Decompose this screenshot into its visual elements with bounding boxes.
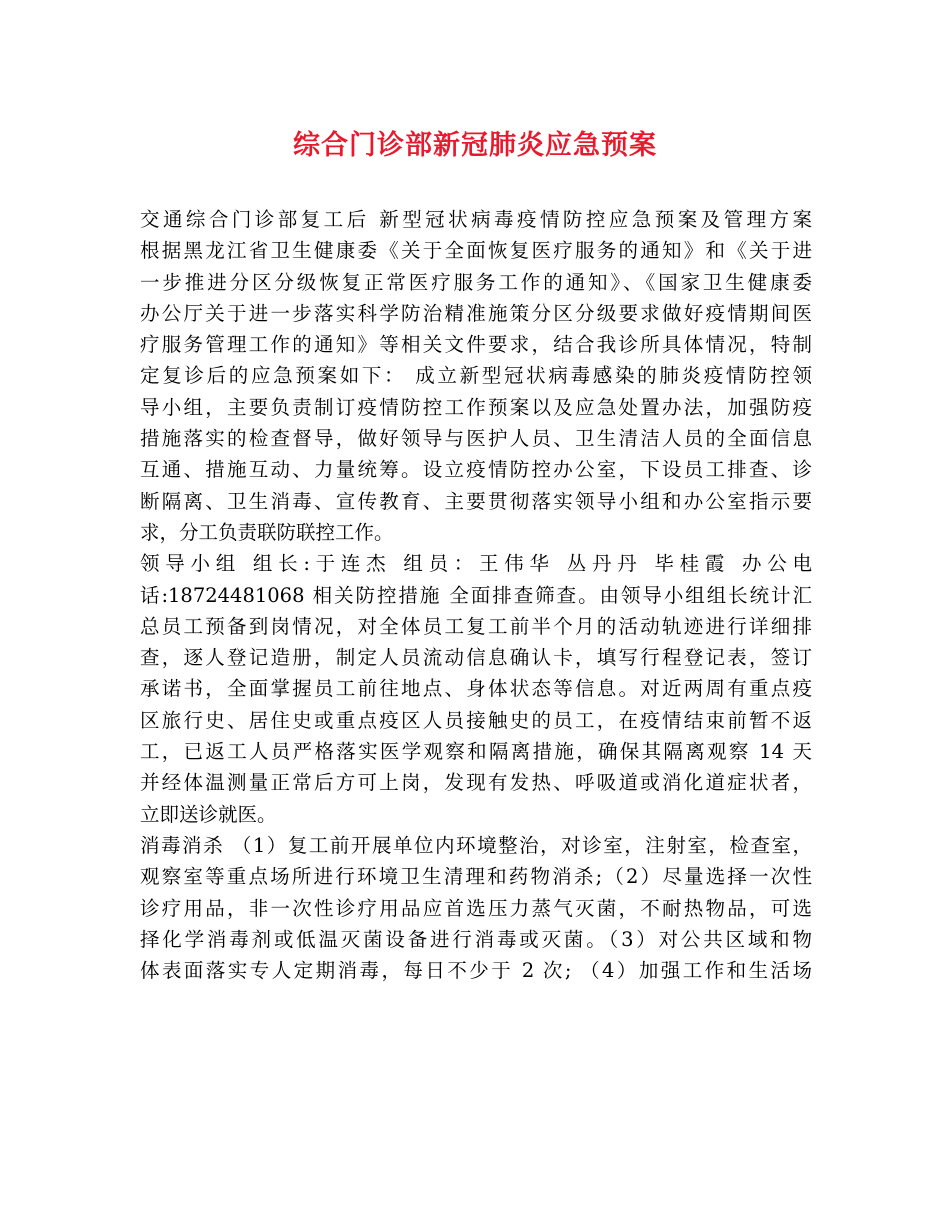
document-line: 区旅行史、居住史或重点疫区人员接触史的员工，在疫情结束前暂不返 (140, 708, 812, 732)
document-line: 消毒消杀 （1）复工前开展单位内环境整治，对诊室，注射室，检查室， (140, 833, 812, 857)
document-line: 观察室等重点场所进行环境卫生清理和药物消杀;（2）尽量选择一次性 (140, 865, 812, 889)
document-line: 求，分工负责联防联控工作。 (140, 520, 394, 544)
document-line: 疗服务管理工作的通知》等相关文件要求，结合我诊所具体情况，特制 (140, 333, 812, 357)
document-line: 总员工预备到岗情况，对全体员工复工前半个月的活动轨迹进行详细排 (140, 614, 812, 638)
document-line: 一步推进分区分级恢复正常医疗服务工作的通知》、《国家卫生健康委 (140, 270, 812, 294)
document-line: 诊疗用品，非一次性诊疗用品应首选压力蒸气灭菌，不耐热物品，可选 (140, 896, 812, 920)
document-line: 择化学消毒剂或低温灭菌设备进行消毒或灭菌。（3）对公共区域和物 (140, 927, 812, 951)
document-line: 断隔离、卫生消毒、宣传教育、主要贯彻落实领导小组和办公室指示要 (140, 489, 812, 513)
document-line: 领导小组 组长:于连杰 组员：王伟华 丛丹丹 毕桂霞 办公电 (140, 552, 812, 576)
document-line: 承诺书，全面掌握员工前往地点、身体状态等信息。对近两周有重点疫 (140, 677, 812, 701)
document-line: 根据黑龙江省卫生健康委《关于全面恢复医疗服务的通知》和《关于进 (140, 239, 812, 263)
document-line: 措施落实的检查督导，做好领导与医护人员、卫生清洁人员的全面信息 (140, 427, 812, 451)
document-line: 话:18724481068 相关防控措施 全面排查筛查。由领导小组组长统计汇 (140, 583, 812, 607)
document-line: 定复诊后的应急预案如下： 成立新型冠状病毒感染的肺炎疫情防控领 (140, 364, 812, 388)
document-body (140, 204, 812, 986)
document-line: 工，已返工人员严格落实医学观察和隔离措施，确保其隔离观察 14 天 (140, 740, 812, 764)
document-line: 立即送诊就医。 (140, 802, 277, 826)
document-line: 查，逐人登记造册，制定人员流动信息确认卡，填写行程登记表，签订 (140, 646, 812, 670)
document-title: 综合门诊部新冠肺炎应急预案 (293, 130, 657, 161)
document-line: 交通综合门诊部复工后 新型冠状病毒疫情防控应急预案及管理方案 (140, 208, 812, 231)
document-line: 互通、措施互动、力量统筹。设立疫情防控办公室，下设员工排查、诊 (140, 458, 812, 482)
document-line: 导小组，主要负责制订疫情防控工作预案以及应急处置办法，加强防疫 (140, 395, 812, 419)
document-line: 体表面落实专人定期消毒，每日不少于 2 次; （4）加强工作和生活场 (140, 959, 812, 983)
document-line: 并经体温测量正常后方可上岗，发现有发热、呼吸道或消化道症状者， (140, 771, 812, 795)
document-line: 办公厅关于进一步落实科学防治精准施策分区分级要求做好疫情期间医 (140, 301, 812, 325)
